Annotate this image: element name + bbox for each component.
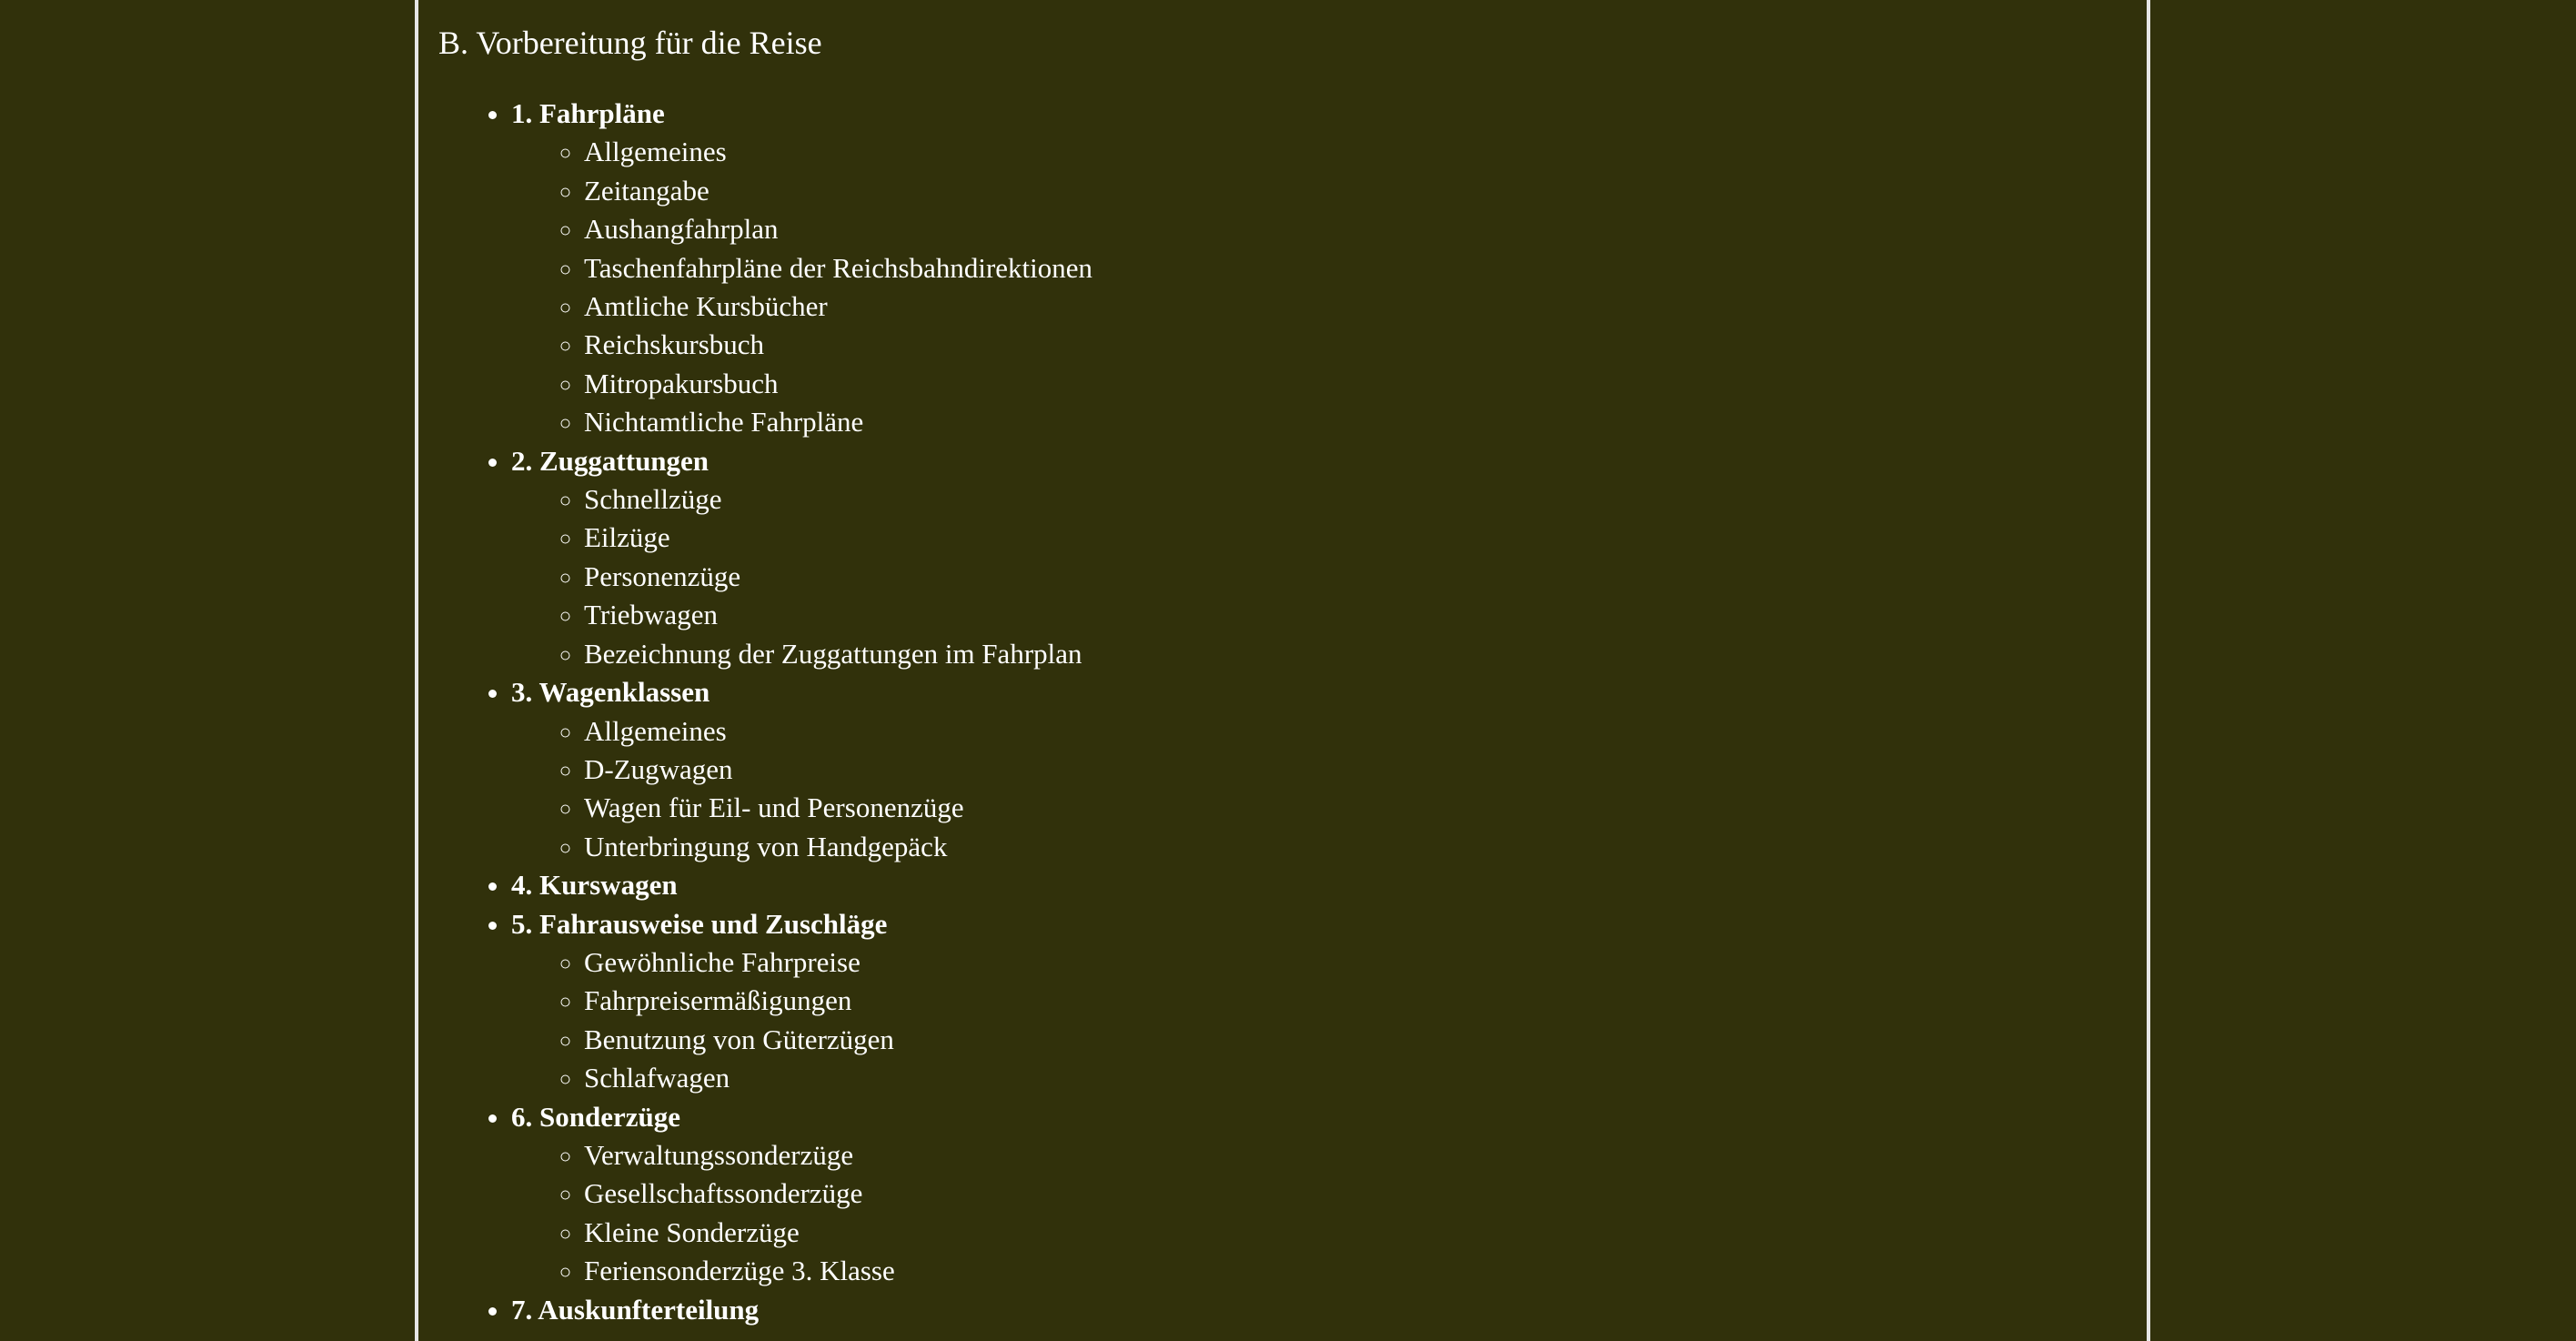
subsection-item[interactable]: ◦ Schlafwagen xyxy=(584,1059,1092,1097)
subsection-item[interactable]: ◦ Feriensonderzüge 3. Klasse xyxy=(584,1252,1092,1290)
subsection-list xyxy=(511,480,1092,673)
subsection-item[interactable]: ◦ Unterbringung von Handgepäck xyxy=(584,828,1092,866)
subsection-item[interactable]: ◦ Zeitangabe xyxy=(584,172,1092,210)
subsection-item[interactable]: ◦ Kleine Sonderzüge xyxy=(584,1214,1092,1252)
chapter-label[interactable]: 6. Sonderzüge xyxy=(511,1100,680,1133)
table-of-contents xyxy=(438,95,1092,1329)
subsection-item[interactable]: ◦ Schnellzüge xyxy=(584,480,1092,519)
subsection-list xyxy=(511,712,1092,867)
chapter-label[interactable]: 3. Wagenklassen xyxy=(511,676,710,709)
section-title: B. Vorbereitung für die Reise xyxy=(438,25,822,61)
subsection-item[interactable]: ◦ Amtliche Kursbücher xyxy=(584,287,1092,326)
subsection-item[interactable]: ◦ Wagen für Eil- und Personenzüge xyxy=(584,789,1092,827)
chapter-item[interactable] xyxy=(511,866,1092,904)
subsection-item[interactable]: ◦ Bezeichnung der Zuggattungen im Fahrplan xyxy=(584,635,1092,673)
subsection-item[interactable]: ◦ Benutzung von Güterzügen xyxy=(584,1021,1092,1059)
chapter-item[interactable] xyxy=(511,95,1092,442)
subsection-item[interactable]: ◦ Aushangfahrplan xyxy=(584,210,1092,248)
subsection-list xyxy=(511,943,1092,1098)
subsection-item[interactable]: ◦ Personenzüge xyxy=(584,558,1092,596)
subsection-item[interactable]: ◦ Triebwagen xyxy=(584,596,1092,634)
subsection-item[interactable]: ◦ Gesellschaftssonderzüge xyxy=(584,1175,1092,1213)
subsection-item[interactable]: ◦ Mitropakursbuch xyxy=(584,365,1092,403)
subsection-item[interactable]: ◦ D-Zugwagen xyxy=(584,751,1092,789)
content-panel xyxy=(415,0,2150,1341)
subsection-item[interactable]: ◦ Gewöhnliche Fahrpreise xyxy=(584,943,1092,982)
subsection-item[interactable]: ◦ Allgemeines xyxy=(584,133,1092,171)
chapter-item[interactable] xyxy=(511,905,1092,1098)
chapter-item[interactable] xyxy=(511,442,1092,673)
chapter-item[interactable] xyxy=(511,1291,1092,1329)
subsection-item[interactable]: ◦ Verwaltungssonderzüge xyxy=(584,1136,1092,1175)
chapter-label[interactable]: 5. Fahrausweise und Zuschläge xyxy=(511,907,888,940)
subsection-item[interactable]: ◦ Fahrpreisermäßigungen xyxy=(584,982,1092,1020)
subsection-item[interactable]: ◦ Eilzüge xyxy=(584,519,1092,557)
chapter-item[interactable] xyxy=(511,1098,1092,1291)
subsection-list xyxy=(511,133,1092,441)
chapter-label[interactable]: 2. Zuggattungen xyxy=(511,444,709,477)
chapter-label[interactable]: 7. Auskunfterteilung xyxy=(511,1293,760,1326)
chapter-label[interactable]: 1. Fahrpläne xyxy=(511,97,665,129)
subsection-item[interactable]: ◦ Nichtamtliche Fahrpläne xyxy=(584,403,1092,441)
chapter-item[interactable] xyxy=(511,673,1092,866)
subsection-list xyxy=(511,1136,1092,1291)
chapter-label[interactable]: 4. Kurswagen xyxy=(511,869,678,902)
subsection-item[interactable]: ◦ Reichskursbuch xyxy=(584,326,1092,364)
subsection-item[interactable]: ◦ Allgemeines xyxy=(584,712,1092,751)
subsection-item[interactable]: ◦ Taschenfahrpläne der Reichsbahndirektionen xyxy=(584,249,1092,287)
